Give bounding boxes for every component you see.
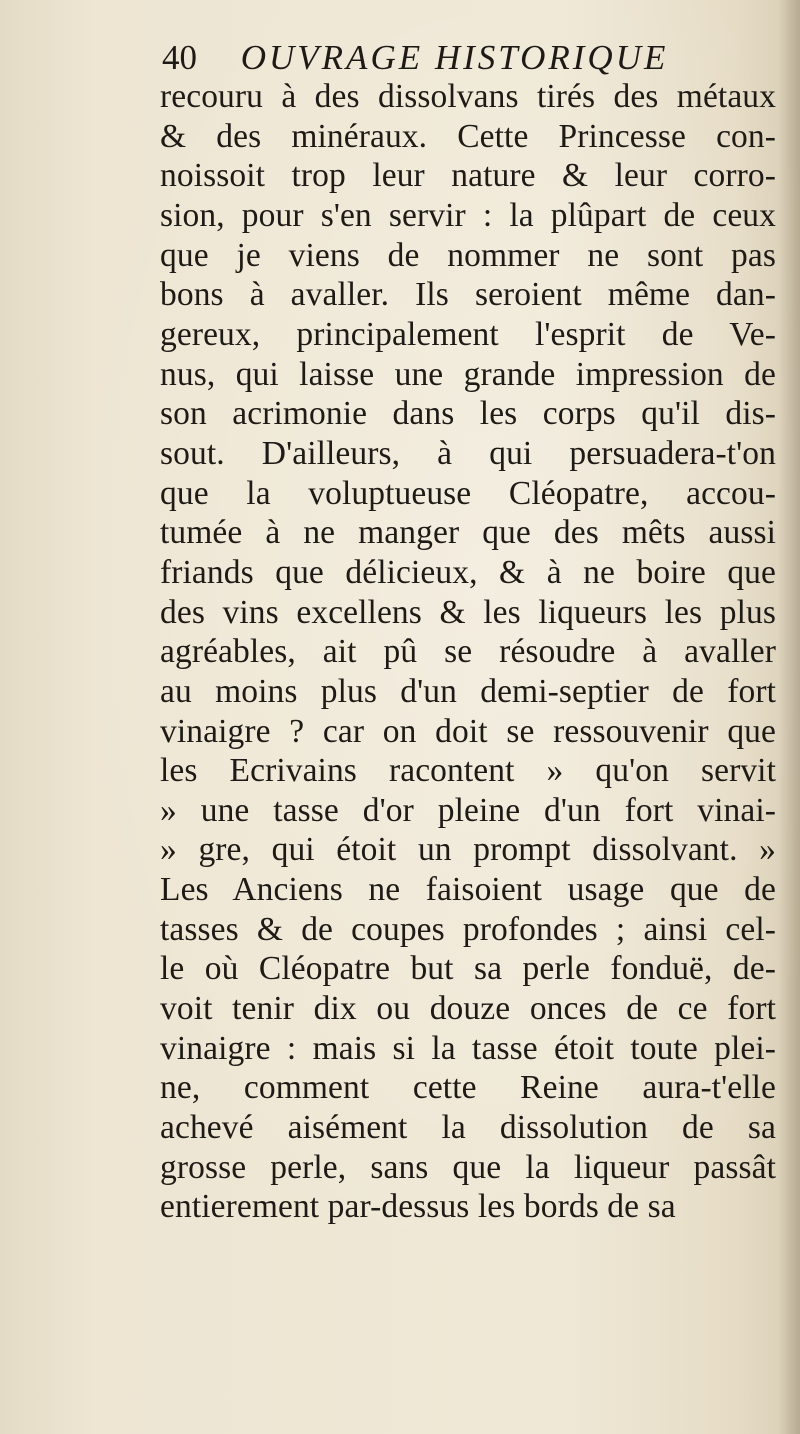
page-header — [162, 36, 722, 80]
text-line: agréables, ait pû se résoudre à avaller — [160, 633, 776, 671]
text-line: ne, comment cette Reine aura-t'elle — [160, 1069, 776, 1107]
text-line: sout. D'ailleurs, à qui persuadera-t'on — [160, 434, 776, 472]
text-line: des vins excellens & les liqueurs les plus — [160, 593, 776, 631]
text-line: Les Anciens ne faisoient usage que de — [160, 871, 776, 909]
text-line: recouru à des dissolvans tirés des métaux — [160, 78, 776, 115]
text-line: au moins plus d'un demi-septier de fort — [160, 672, 776, 710]
page-edge-shadow — [778, 0, 800, 1434]
running-head: OUVRAGE HISTORIQUE — [240, 38, 669, 77]
text-line: » une tasse d'or pleine d'un fort vinai- — [160, 791, 776, 829]
text-line: voit tenir dix ou douze onces de ce fort — [160, 990, 776, 1028]
text-line: grosse perle, sans que la liqueur passât — [160, 1148, 776, 1186]
text-line: tasses & de coupes profondes ; ainsi cel- — [160, 910, 776, 948]
text-line: friands que délicieux, & à ne boire que — [160, 553, 776, 591]
text-line: son acrimonie dans les corps qu'il dis- — [160, 395, 776, 433]
text-line: bons à avaller. Ils seroient même dan- — [160, 276, 776, 314]
text-line: noissoit trop leur nature & leur corro- — [160, 157, 776, 195]
text-line: que la voluptueuse Cléopatre, accou- — [160, 474, 776, 512]
text-line: que je viens de nommer ne sont pas — [160, 236, 776, 274]
text-line: & des minéraux. Cette Princesse con- — [160, 117, 776, 155]
text-line: vinaigre ? car on doit se ressouvenir que — [160, 712, 776, 750]
text-line: vinaigre : mais si la tasse étoit toute plei- — [160, 1029, 776, 1067]
text-line: tumée à ne manger que des mêts aussi — [160, 514, 776, 552]
text-line: entierement par-dessus les bords de sa — [160, 1188, 676, 1226]
body-text — [160, 77, 776, 1227]
text-line: sion, pour s'en servir : la plûpart de ceux — [160, 196, 776, 234]
text-line: achevé aisément la dissolution de sa — [160, 1109, 776, 1147]
text-line: gereux, principalement l'esprit de Ve- — [160, 315, 776, 353]
text-line: les Ecrivains racontent » qu'on servit — [160, 752, 776, 790]
text-line: le où Cléopatre but sa perle fonduë, de- — [160, 950, 776, 988]
text-line: nus, qui laisse une grande impression de — [160, 355, 776, 393]
page-number: 40 — [162, 38, 197, 77]
text-line: » gre, qui étoit un prompt dissolvant. » — [160, 831, 776, 869]
